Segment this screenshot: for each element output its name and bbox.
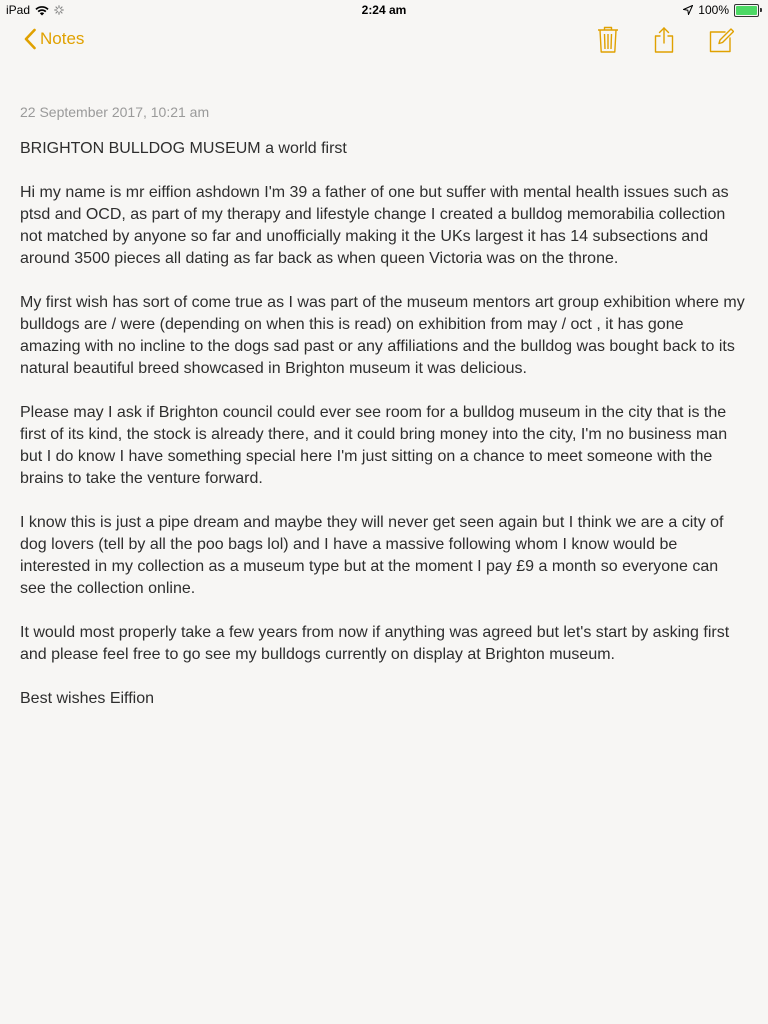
back-button-label: Notes (40, 29, 85, 48)
note-paragraph: My first wish has sort of come true as I was part of the museum mentors art group exhibition where my bulldogs are / were (depending on when this is read) on exhibition from may / oct , it has gone amazing with no incline to the dogs sad past or any affiliations and the bulldog was bought back to its natural beautiful breed showcased in Brighton museum it was delicious. (20, 294, 745, 377)
delete-button[interactable] (596, 26, 624, 56)
note-paragraph: It would most properly take a few years from now if anything was agreed but let's start by asking first and please feel free to go see my bulldogs currently on display at Brighton museum. (20, 624, 730, 663)
note-title: BRIGHTON BULLDOG MUSEUM a world first (20, 140, 347, 157)
device-label: iPad (6, 3, 31, 17)
share-icon (652, 26, 676, 54)
battery-percent: 100% (698, 3, 729, 17)
trash-icon (596, 26, 620, 54)
compose-icon (708, 26, 734, 54)
back-button[interactable] (24, 28, 84, 50)
note-paragraph: Hi my name is mr eiffion ashdown I'm 39 a father of one but suffer with mental health issues such as ptsd and OCD, as part of my therapy and lifestyle change I created a bulldog memorabilia collection not matched by anyone so far and unofficially making it the UKs largest it has 14 subsections and around 3500 pieces all dating as far back as when queen Victoria was on the throne. (20, 184, 729, 267)
note-date: 22 September 2017, 10:21 am (20, 104, 210, 120)
compose-button[interactable] (708, 26, 736, 56)
status-right (683, 3, 762, 17)
chevron-left-icon (24, 28, 36, 50)
note-signoff: Best wishes Eiffion (20, 690, 154, 707)
note-body[interactable] (20, 138, 748, 732)
status-bar (0, 0, 768, 20)
location-arrow-icon (683, 5, 693, 15)
share-button[interactable] (652, 26, 680, 56)
battery-icon (734, 4, 762, 17)
note-paragraph: Please may I ask if Brighton council could ever see room for a bulldog museum in the city that is the first of its kind, the stock is already there, and it could bring money into the city, I'm no business man but I do know I have something special here I'm just sitting on a chance to meet someone with the brains to take the venture forward. (20, 404, 728, 487)
note-paragraph: I know this is just a pipe dream and maybe they will never get seen again but I think we are a city of dog lovers (tell by all the poo bags lol) and I have a massive following whom I know would be interested in my collection as a museum type but at the moment I pay £9 a month so everyone can see the collection online. (20, 514, 724, 597)
status-time: 2:24 am (361, 3, 407, 17)
nav-bar (0, 20, 768, 64)
